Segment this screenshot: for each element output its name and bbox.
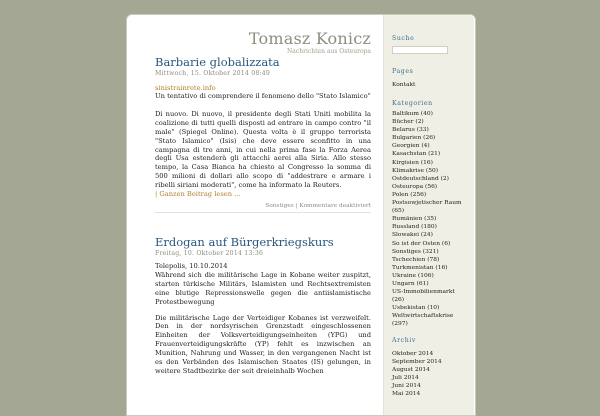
category-item[interactable]: [392, 167, 468, 175]
archive-item[interactable]: [392, 374, 442, 382]
search-heading: Suche: [392, 35, 415, 42]
category-link[interactable]: Klimakrise (50): [392, 167, 439, 174]
categories-widget: [392, 100, 468, 329]
sidebar: [383, 15, 474, 415]
source-link[interactable]: sinistrainrete.info: [155, 84, 216, 92]
category-link[interactable]: Polen (256): [392, 191, 427, 198]
category-link[interactable]: Kirgisien (16): [392, 159, 433, 166]
page-link-label[interactable]: Kontakt: [392, 82, 416, 88]
post-paragraph: Un tentativo di comprendere il fenomeno dello "Stato Islamico": [155, 92, 371, 100]
post-paragraph: Während sich die militärische Lage in Kobane weiter zuspitzt, starten türkische Militärs, Islamisten und Rechtsextremisten eine blutige Repressionswelle gegen die antiislamistische Protestbewegung: [155, 270, 371, 306]
page-link-kontakt[interactable]: [392, 81, 415, 89]
category-item[interactable]: [392, 312, 468, 328]
post-date: Mittwoch, 15. Oktober 2014 08:49: [155, 70, 271, 77]
category-link[interactable]: So ist der Osten (6): [392, 240, 451, 247]
category-link[interactable]: Turkmenistan (16): [392, 264, 448, 271]
category-item[interactable]: [392, 215, 468, 223]
category-item[interactable]: [392, 175, 468, 183]
category-link[interactable]: Ostdeutschland (2): [392, 175, 449, 182]
category-link[interactable]: Ukraine (106): [392, 272, 434, 279]
post-body: [155, 84, 371, 198]
post: [155, 235, 371, 376]
category-item[interactable]: [392, 248, 468, 256]
category-item[interactable]: [392, 183, 468, 191]
categories-list: [392, 110, 468, 329]
search-widget: [392, 35, 448, 54]
category-link[interactable]: Usbekistan (10): [392, 305, 440, 312]
category-link[interactable]: Tschechien (78): [392, 256, 440, 263]
archive-link[interactable]: Juni 2014: [392, 383, 421, 390]
category-item[interactable]: [392, 256, 468, 264]
archive-list: [392, 350, 442, 399]
archive-link[interactable]: Juli 2014: [392, 375, 419, 382]
post-meta[interactable]: Sonstiges | Kommentare deaktiviert: [265, 203, 371, 210]
category-item[interactable]: [392, 288, 468, 304]
category-item[interactable]: [392, 272, 468, 280]
category-link[interactable]: Weltwirtschaftskrise (297): [392, 313, 454, 328]
category-link[interactable]: Kasachstan (21): [392, 151, 441, 158]
category-item[interactable]: [392, 191, 468, 199]
category-item[interactable]: [392, 240, 468, 248]
category-link[interactable]: Georgien (4): [392, 143, 430, 150]
post-paragraph: Die militärische Lage der Verteidiger Kobanes ist verzweifelt. Den in der nordsyrischen Grenzstadt eingeschlossenen Einheiten der Volksverteidigungseinheiten (YPG) und Frauenverteidigungskräfte (YP) fehlt es inzwischen an Munition, Nahrung und Wasser, in den vergangenen Nacht ist es den Verbänden des Islamischen Staates (IS) gelungen, in weitere Stadtbezirke der seit dreieinhalb Wochen: [155, 313, 371, 375]
main-content: [127, 15, 381, 415]
category-item[interactable]: [392, 110, 468, 118]
post-title-link[interactable]: Barbarie globalizzata: [155, 55, 280, 69]
category-link[interactable]: Ungarn (61): [392, 280, 429, 287]
category-item[interactable]: [392, 231, 468, 239]
category-item[interactable]: [392, 280, 468, 288]
category-link[interactable]: Bücher (2): [392, 119, 424, 126]
site-title[interactable]: Tomasz Konicz: [248, 29, 371, 48]
archive-link[interactable]: September 2014: [392, 359, 442, 366]
category-item[interactable]: [392, 159, 468, 167]
post-title-link[interactable]: Erdogan auf Bürgerkriegskurs: [155, 235, 334, 249]
pages-widget: [392, 68, 415, 89]
categories-heading: Kategorien: [392, 100, 433, 107]
archive-heading: Archiv: [392, 337, 416, 344]
category-item[interactable]: [392, 150, 468, 158]
category-item[interactable]: [392, 126, 468, 134]
search-input[interactable]: [392, 46, 448, 54]
archive-item[interactable]: [392, 382, 442, 390]
archive-link[interactable]: Mai 2014: [392, 391, 421, 398]
category-item[interactable]: [392, 264, 468, 272]
archive-item[interactable]: [392, 350, 442, 358]
archive-widget: [392, 337, 442, 399]
post: [155, 55, 371, 213]
category-item[interactable]: [392, 134, 468, 142]
archive-item[interactable]: [392, 390, 442, 398]
archive-item[interactable]: [392, 366, 442, 374]
archive-link[interactable]: Oktober 2014: [392, 351, 434, 357]
category-link[interactable]: Russland (180): [392, 224, 437, 231]
pages-heading: Pages: [392, 68, 414, 75]
post-paragraph: Di nuovo. Di nuovo, il presidente degli Stati Uniti mobilita la coalizione di tutti quelli disposti ad entrare in campo contro "il male" (Spiegel Online). Questa volta è il gruppo terrorista "Stato Islamico" (Isis) che deve essere sconfitto in una campagna di tre anni, in cui nella prima fase la Forza Aerea degli Usa estenderà gli attacchi aerei alla Siria. Allo stesso tempo, la Casa Bianca ha chiesto al Congresso la somma di 500 milioni di dollari allo scopo di "addestrare e armare i ribelli siriani moderati", come ha informato la Reuters.: [155, 109, 371, 190]
category-link[interactable]: Slowakei (24): [392, 232, 433, 239]
archive-link[interactable]: August 2014: [392, 367, 430, 374]
read-more-link[interactable]: | Ganzen Beitrag lesen ...: [155, 190, 241, 199]
category-link[interactable]: Postsowjetischer Raum (65): [392, 200, 462, 215]
post-paragraph: Telepolis, 10.10.2014: [155, 262, 228, 270]
category-link[interactable]: Rumänien (35): [392, 216, 437, 223]
pages-list: [392, 81, 415, 89]
category-item[interactable]: [392, 199, 468, 215]
category-link[interactable]: Baltikum (40): [392, 111, 433, 117]
site-description: Nachrichten aus Osteuropa: [287, 48, 371, 55]
category-link[interactable]: US-Immobilienmarkt (26): [392, 289, 455, 304]
category-item[interactable]: [392, 304, 468, 312]
category-item[interactable]: [392, 118, 468, 126]
category-link[interactable]: Sonstiges (321): [392, 248, 439, 255]
post-date: Freitag, 10. Oktober 2014 13:36: [155, 250, 264, 257]
post-divider: [155, 212, 371, 213]
category-link[interactable]: Belarus (33): [392, 127, 429, 134]
category-item[interactable]: [392, 223, 468, 231]
category-item[interactable]: [392, 142, 468, 150]
archive-item[interactable]: [392, 358, 442, 366]
category-link[interactable]: Osteuropa (56): [392, 183, 438, 190]
post-body: [155, 262, 371, 376]
category-link[interactable]: Bulgarien (26): [392, 135, 436, 142]
